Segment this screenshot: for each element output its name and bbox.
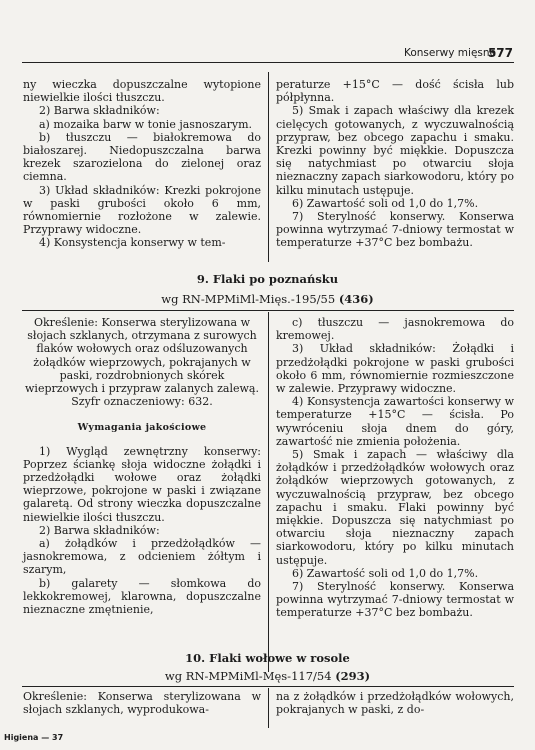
page-footer: Higiena — 37: [4, 733, 64, 742]
running-header: [22, 40, 514, 63]
paragraph: a) mozaika barw w tonie jasnoszarym.: [39, 117, 253, 131]
paragraph: 2) Barwa składników:: [39, 523, 160, 537]
requirements-heading: Wymagania jakościowe: [77, 422, 207, 434]
top-right-column: [276, 78, 514, 250]
paragraph: 4) Konsystencja konserwy w tem-: [39, 236, 226, 250]
paragraph: 1) Wygląd zewnętrzny konserwy: Poprzez ściankę słoja widoczne żołądki i przedżołądki wołowe oraz żołądki wieprzowe, pokrojone w paski i związane galaretą. Od strony wieczka dopuszczalne niewielkie ilości tłuszczu.: [23, 444, 261, 524]
running-title: Konserwy mięsne: [403, 47, 496, 59]
definition: Określenie: Konserwa sterylizowana w słojach szklanych, otrzymana z surowych flaków wołowych oraz odśluzowanych żołądków wieprzowych, pokrajanych w paski, rozdrobnionych skórek wieprzowych i przypraw zalanych zalewą. Szyfr oznaczeniowy: 632.: [25, 316, 259, 409]
paragraph: peraturze +15°C — dość ścisła lub półpłynna.: [276, 78, 514, 105]
paragraph: b) galarety — słomkowa do lekkokremowej, klarowna, dopuszczalne nieznaczne zmętnienie,: [23, 576, 261, 617]
paragraph: b) tłuszczu — białokremowa do białoszarej. Niedopuszczalna barwa krezek szarozielona do zielonej oraz ciemna.: [23, 130, 261, 184]
standard-code: (293): [335, 669, 371, 683]
page-number: 577: [487, 46, 513, 60]
section-rule: [22, 310, 514, 311]
paragraph: 6) Zawartość soli od 1,0 do 1,7%.: [292, 566, 479, 580]
column-divider: [268, 688, 269, 728]
paragraph: 6) Zawartość soli od 1,0 do 1,7%.: [292, 196, 479, 210]
paragraph: ny wieczka dopuszczalne wytopione niewielkie ilości tłuszczu.: [23, 78, 261, 105]
column-divider: [268, 312, 269, 672]
paragraph: c) tłuszczu — jasnokremowa do kremowej.: [276, 316, 514, 343]
paragraph: 2) Barwa składników:: [39, 104, 160, 118]
paragraph: 5) Smak i zapach właściwy dla krezek cielęcych gotowanych, z wyczuwalnością przypraw, bez obcego zapachu i smaku. Krezki powinny być miękkie. Dopuszcza się natychmiast po otwarciu słoja nieznaczny zapach siarkowodoru, który po kilku minutach ustępuje.: [276, 104, 514, 197]
section-9-left-column: [23, 316, 261, 616]
paragraph: Określenie: Konserwa sterylizowana w słojach szklanych, wyprodukowa-: [23, 690, 261, 717]
paragraph: 7) Sterylność konserwy. Konserwa powinna wytrzymać 7-dniowy termostat w temperaturze +37°C bez bombażu.: [276, 580, 514, 620]
paragraph: 5) Smak i zapach — właściwy dla żołądków i przedżołądków wołowych oraz żołądków wieprzowych gotowanych, z wyczuwalnością przypraw, bez obcego zapachu i smaku. Flaki powinny być miękkie. Dopuszcza się natychmiast po otwarciu słoja nieznaczny zapach siarkowodoru, który po kilku minutach ustępuje.: [276, 448, 514, 567]
section-10-right-column: [276, 690, 514, 716]
section-9-right-column: [276, 316, 514, 620]
top-left-column: [23, 78, 261, 250]
paragraph: 3) Układ składników: Krezki pokrojone w paski grubości około 6 mm, równomiernie rozłożone w zalewie. Przyprawy widoczne.: [23, 183, 261, 237]
section-rule: [22, 686, 514, 687]
paragraph: 7) Sterylność konserwy. Konserwa powinna wytrzymać 7-dniowy termostat w temperaturze +37°C bez bombażu.: [276, 210, 514, 250]
section-10-standard: wg RN-MPMiMl-Męs-117/54 (293): [164, 669, 371, 683]
paragraph: a) żołądków i przedżołądków — jasnokremowa, z odcieniem żółtym i szarym,: [23, 537, 261, 577]
paragraph: 4) Konsystencja zawartości konserwy w temperaturze +15°C — ścisła. Po wywróceniu słoja dnem do góry, zawartość nie zmienia położenia.: [276, 395, 514, 448]
section-10-title: 10. Flaki wołowe w rosole: [185, 651, 350, 665]
section-10-left-column: [23, 690, 261, 716]
section-9-standard: wg RN-MPMiMl-Mięs.-195/55 (436): [161, 292, 374, 306]
paragraph: na z żołądków i przedżołądków wołowych, pokrajanych w paski, z do-: [276, 690, 514, 717]
standard-code: (436): [338, 292, 374, 306]
paragraph: 3) Układ składników: Żołądki i przedżołądki pokrojone w paski grubości około 6 mm, równomiernie rozmieszczone w zalewie. Przyprawy widoczne.: [276, 342, 514, 396]
section-9-title: 9. Flaki po poznańsku: [196, 272, 339, 286]
column-divider: [268, 72, 269, 262]
